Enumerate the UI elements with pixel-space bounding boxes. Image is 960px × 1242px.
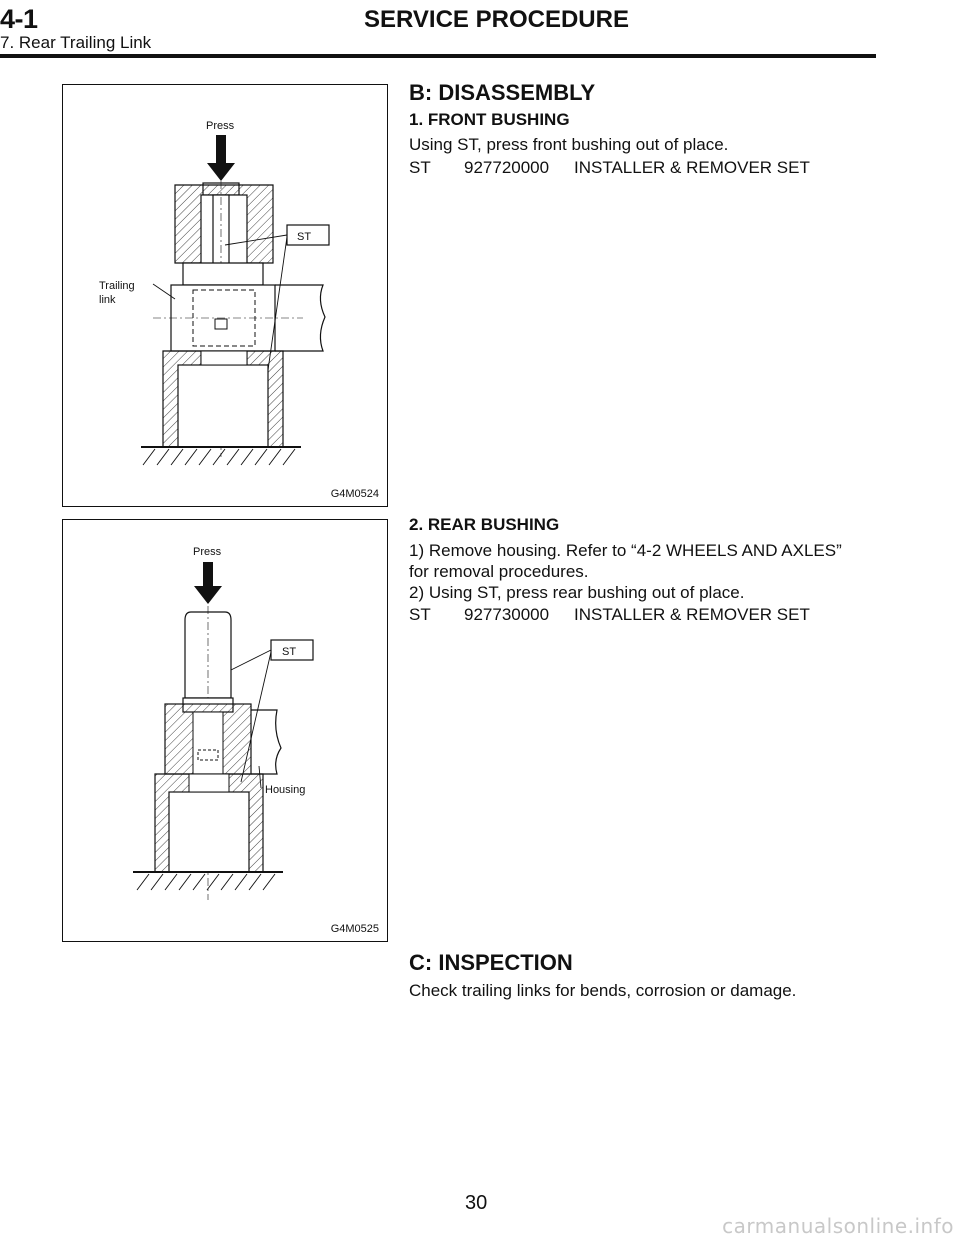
press-label: Press <box>206 120 235 132</box>
st-name: INSTALLER & REMOVER SET <box>574 158 810 177</box>
section-number: 4-1 <box>0 4 38 34</box>
front-bushing-heading: 1. FRONT BUSHING <box>409 110 570 129</box>
housing-label: Housing <box>265 784 306 796</box>
rear-step-1-line-2: for removal procedures. <box>409 562 589 581</box>
figure-front-bushing <box>62 84 388 507</box>
subsection-title: 7. Rear Trailing Link <box>0 33 152 52</box>
st-name: INSTALLER & REMOVER SET <box>574 605 810 624</box>
figure-rear-bushing <box>62 519 388 942</box>
st-label: ST <box>409 158 431 177</box>
press-arrow-icon <box>207 135 235 181</box>
st-label: ST <box>409 605 431 624</box>
rear-bushing-diagram <box>63 520 389 943</box>
watermark: carmanualsonline.info <box>722 1214 954 1238</box>
trailing-link-label-1: Trailing <box>99 280 135 292</box>
press-label: Press <box>193 546 222 558</box>
st-number: 927720000 <box>464 158 550 177</box>
section-title: SERVICE PROCEDURE <box>364 6 629 33</box>
header-rule <box>0 54 876 58</box>
page-number: 30 <box>465 1192 488 1214</box>
inspection-heading: C: INSPECTION <box>409 950 573 975</box>
front-bushing-diagram <box>63 85 389 508</box>
rear-step-1-line-1: 1) Remove housing. Refer to “4-2 WHEELS AND AXLES” <box>409 541 842 560</box>
disassembly-heading: B: DISASSEMBLY <box>409 80 596 105</box>
figure-code: G4M0525 <box>330 923 379 935</box>
st-number: 927730000 <box>464 605 550 624</box>
front-bushing-text: Using ST, press front bushing out of place. <box>409 135 729 154</box>
front-st-line <box>409 158 810 178</box>
inspection-text: Check trailing links for bends, corrosion or damage. <box>409 981 797 1000</box>
st-label: ST <box>282 646 297 658</box>
trailing-link-label-2: link <box>99 294 116 306</box>
rear-st-line <box>409 605 810 625</box>
rear-step-2: 2) Using ST, press rear bushing out of place. <box>409 583 745 602</box>
press-arrow-icon <box>194 562 222 604</box>
figure-code: G4M0524 <box>330 488 379 500</box>
st-label: ST <box>297 231 312 243</box>
rear-bushing-heading: 2. REAR BUSHING <box>409 515 560 534</box>
